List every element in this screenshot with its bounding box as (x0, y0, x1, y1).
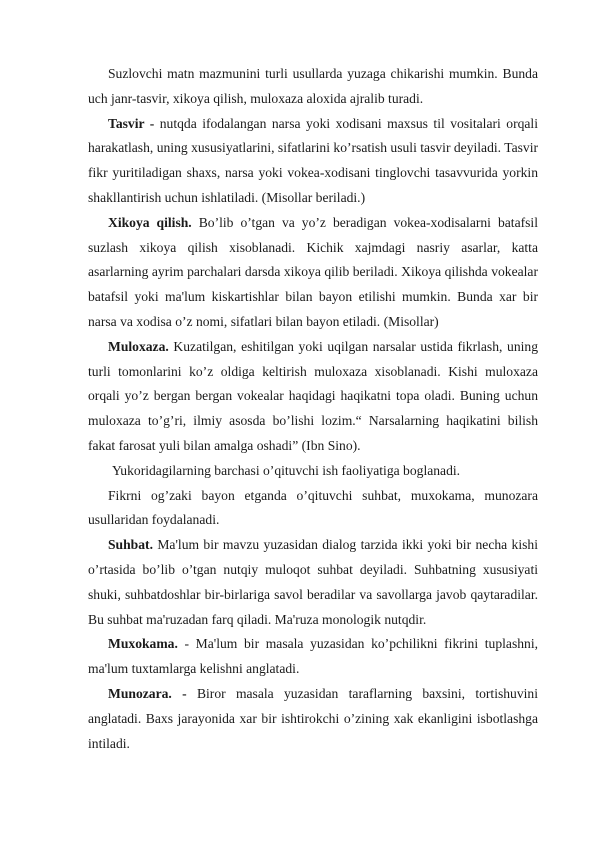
paragraph-text: Fikrni og’zaki bayon etganda o’qituvchi suhbat, muxokama, munozara usullaridan foydalanadi. (88, 487, 538, 528)
paragraph-summary (88, 459, 538, 484)
paragraph-text: Bo’lib o’tgan va yo’z beradigan vokea-xodisalarni batafsil suzlash xikoya qilish xisoblanadi. Kichik xajmdagi nasriy asarlar, katta asarlarning ayrim parchalari darsda xikoya qilib beriladi. Xikoya qilishda vokealar batafsil yoki ma'lum kiskartishlar bilan bayon etilishi mumkin. Bunda xar bir narsa va xodisa o’z nomi, sifatlari bilan bayon etiladi. (Misollar) (88, 214, 538, 329)
paragraph-text: - Ma'lum bir masala yuzasidan ko’pchilikni fikrini tuplashni, ma'lum tuxtamlarga kelishni anglatadi. (88, 636, 538, 677)
paragraph-text: Yukoridagilarning barchasi o’qituvchi ish faoliyatiga boglanadi. (112, 462, 461, 478)
term-xikoya: Xikoya qilish. (108, 214, 192, 230)
paragraph-intro (88, 62, 538, 112)
paragraph-text: Ma'lum bir mavzu yuzasidan dialog tarzida ikki yoki bir necha kishi o’rtasida bo’lib o’tgan nutqiy muloqot suhbat deyiladi. Suhbatning xususiyati shuki, suhbatdoshlar bir-birlariga savol beradilar va savollarga javob qaytaradilar. Bu suhbat ma'ruzadan farq qiladi. Ma'ruza monologik nutqdir. (88, 537, 538, 627)
paragraph-tasvir (88, 112, 538, 211)
paragraph-text: nutqda ifodalangan narsa yoki xodisani maxsus til vositalari orqali harakatlash, uning xususiyatlarini, sifatlarini ko’rsatish usuli tasvir deyiladi. Tasvir fikr yuritiladigan shaxs, narsa yoki vokea-xodisani tinglovchi tasavvurida yorkin shakllantirish uchun ishlatiladi. (Misollar beriladi.) (88, 115, 538, 205)
paragraph-muloxaza (88, 335, 538, 459)
term-munozara: Munozara. - (108, 685, 187, 701)
paragraph-muxokama (88, 632, 538, 682)
term-muloxaza: Muloxaza. (108, 338, 169, 354)
term-muxokama: Muxokama. (108, 636, 178, 652)
paragraph-suhbat (88, 533, 538, 632)
paragraph-oral (88, 484, 538, 534)
paragraph-text: Kuzatilgan, eshitilgan yoki uqilgan narsalar ustida fikrlash, uning turli tomonlarini ko’z oldiga keltirish muloxaza xisoblanadi. Kishi muloxaza orqali yo’z bergan bergan vokealar haqidagi haqikatni topa oladi. Buning uchun muloxaza to’g’ri, ilmiy asosda bo’lishi lozim.“ Narsalarning haqikatini bilish fakat farosat yuli bilan amalga oshadi” (Ibn Sino). (88, 338, 538, 453)
paragraph-text: Suzlovchi matn mazmunini turli usullarda yuzaga chikarishi mumkin. Bunda uch janr-tasvir, xikoya qilish, muloxaza aloxida ajralib turadi. (88, 66, 538, 106)
paragraph-munozara (88, 682, 538, 756)
term-suhbat: Suhbat. (108, 537, 153, 553)
paragraph-xikoya (88, 211, 538, 335)
term-tasvir: Tasvir - (108, 115, 155, 131)
paragraph-text: Biror masala yuzasidan taraflarning baxsini, tortishuvini anglatadi. Baxs jarayonida xar bir ishtirokchi o’zining xak ekanligini isbotlashga intiladi. (88, 685, 538, 751)
